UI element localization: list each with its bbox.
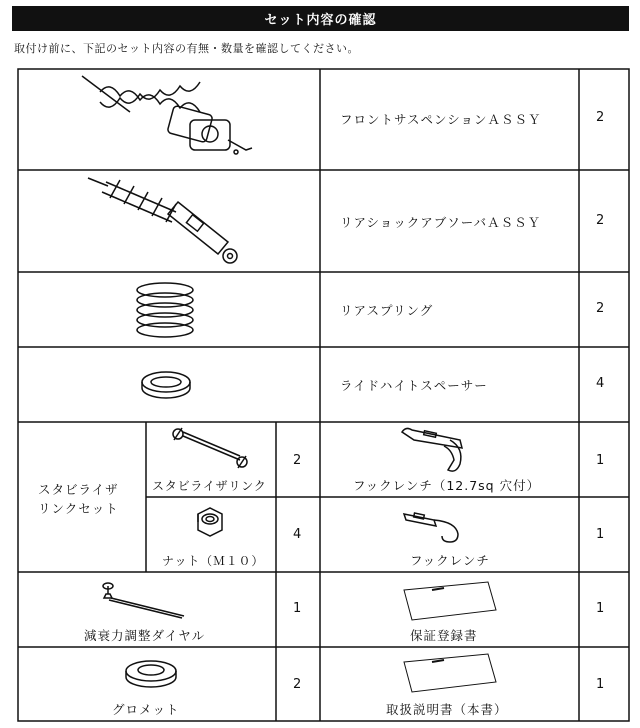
front-suspension-assembly-icon xyxy=(70,72,270,167)
qty-damping-dial: 1 xyxy=(293,601,302,616)
document-icon xyxy=(398,580,500,622)
hook-wrench-name: フックレンチ xyxy=(410,553,490,568)
ride-height-spacer-icon xyxy=(136,366,196,402)
nut-name: ナット（Ｍ１０） xyxy=(162,554,265,568)
stabilizer-group-label-line2: リンクセット xyxy=(38,501,119,516)
hook-wrench-icon xyxy=(400,508,472,548)
stabilizer-link-name: スタビライザリンク xyxy=(152,479,267,493)
stabilizer-link-icon xyxy=(168,424,254,472)
qty-stabilizer-link: 2 xyxy=(293,453,302,468)
qty-hook-wrench-with-hole: 1 xyxy=(596,453,605,468)
part-name-rear-spring: リアスプリング xyxy=(340,303,434,318)
part-name-front-suspension: フロントサスペンションＡＳＳＹ xyxy=(340,112,542,127)
grommet-icon xyxy=(120,656,182,692)
qty-grommet: 2 xyxy=(293,677,302,692)
instruction-text: 取付け前に、下記のセット内容の有無・数量を確認してください。 xyxy=(14,42,359,55)
qty-ride-height-spacer: 4 xyxy=(596,376,605,391)
qty-rear-spring: 2 xyxy=(596,301,605,316)
qty-warranty-form: 1 xyxy=(596,601,605,616)
instruction-manual-name: 取扱説明書（本書） xyxy=(386,702,508,717)
rear-spring-icon xyxy=(130,280,200,340)
qty-nut: 4 xyxy=(293,527,302,542)
part-name-ride-height-spacer: ライドハイトスペーサー xyxy=(340,378,488,393)
part-name-rear-shock: リアショックアブソーバＡＳＳＹ xyxy=(340,215,542,230)
damping-dial-icon xyxy=(96,578,192,622)
rear-shock-absorber-icon xyxy=(80,172,250,268)
qty-rear-shock: 2 xyxy=(596,213,605,228)
qty-hook-wrench: 1 xyxy=(596,527,605,542)
hook-wrench-icon xyxy=(396,424,478,474)
grommet-name: グロメット xyxy=(112,702,180,717)
hook-wrench-with-hole-name: フックレンチ（12.7sq 穴付） xyxy=(353,478,541,493)
section-title: セット内容の確認 xyxy=(264,13,377,28)
qty-front-suspension: 2 xyxy=(596,110,605,125)
damping-dial-name: 減衰力調整ダイヤル xyxy=(84,628,206,643)
qty-instruction-manual: 1 xyxy=(596,677,605,692)
stabilizer-group-label-line1: スタビライザ xyxy=(38,482,119,497)
document-icon xyxy=(398,652,500,694)
warranty-form-name: 保証登録書 xyxy=(410,628,478,643)
nut-icon xyxy=(190,504,230,544)
